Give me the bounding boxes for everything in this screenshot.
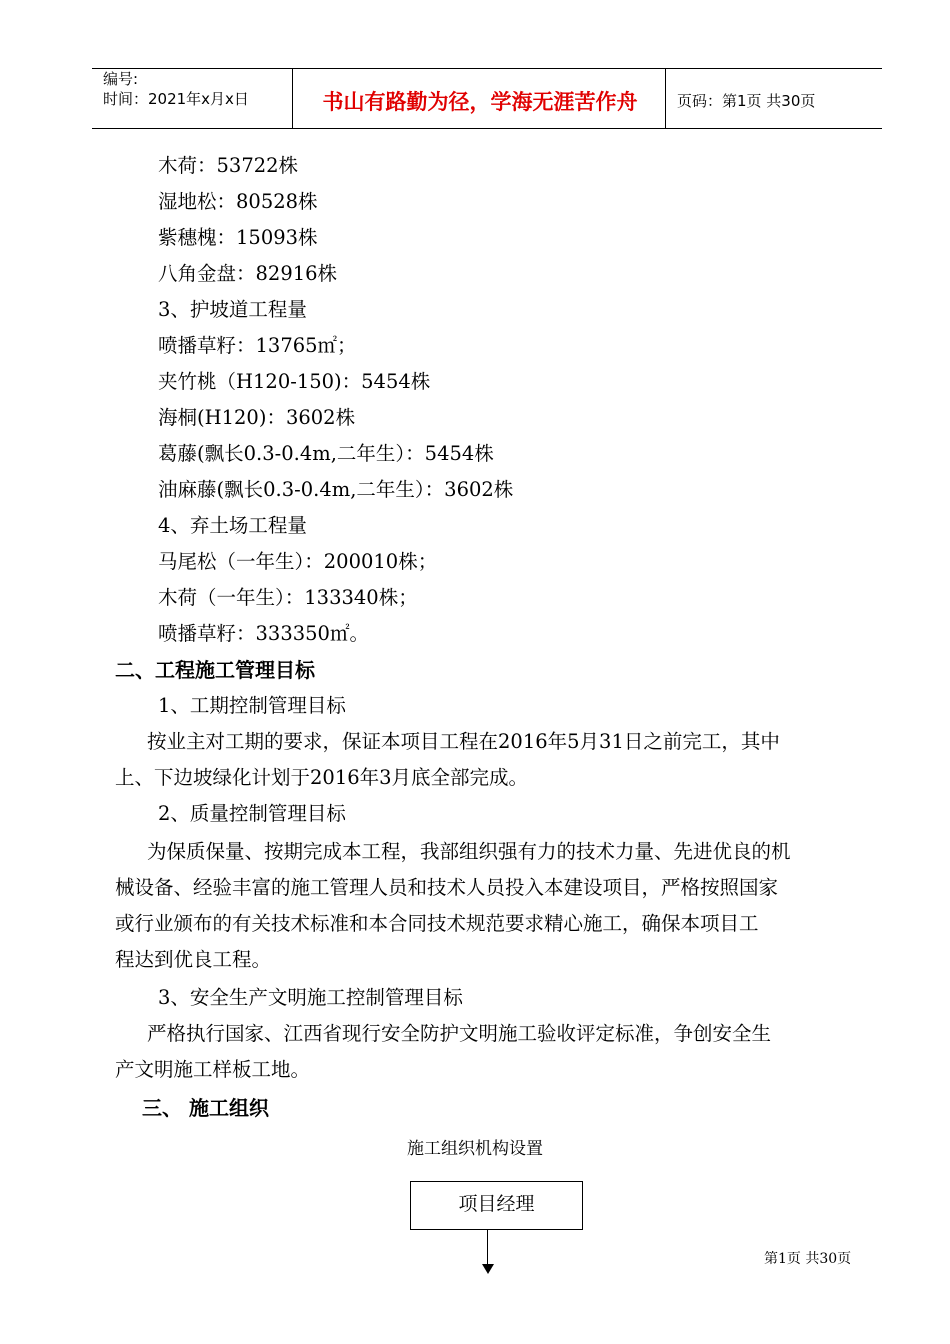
header-time-label: 时间：2021年x月x日 bbox=[103, 90, 249, 108]
header-top-rule bbox=[92, 68, 882, 69]
section-heading: 二、工程施工管理目标 bbox=[115, 658, 315, 682]
header-divider bbox=[292, 69, 293, 128]
text-line: 喷播草籽：13765㎡； bbox=[158, 334, 357, 357]
page-footer: 第1页 共30页 bbox=[764, 1251, 852, 1267]
paragraph-line: 械设备、经验丰富的施工管理人员和技术人员投入本建设项目，严格按照国家 bbox=[115, 876, 779, 899]
paragraph-line: 产文明施工样板工地。 bbox=[115, 1058, 311, 1081]
header-divider bbox=[665, 69, 666, 128]
subsection-heading: 3、安全生产文明施工控制管理目标 bbox=[158, 986, 463, 1009]
text-line: 紫穗槐：15093株 bbox=[158, 226, 318, 249]
text-line: 4、弃土场工程量 bbox=[158, 514, 307, 537]
text-line: 木荷：53722株 bbox=[158, 154, 299, 177]
header-code-label: 编号: bbox=[103, 70, 139, 88]
text-line: 夹竹桃（H120-150)：5454株 bbox=[158, 370, 431, 393]
paragraph-line: 严格执行国家、江西省现行安全防护文明施工验收评定标准，争创安全生 bbox=[147, 1022, 772, 1045]
header-page-label: 页码：第1页 共30页 bbox=[677, 92, 816, 110]
text-line: 马尾松（一年生）：200010株； bbox=[158, 550, 438, 573]
text-line: 木荷（一年生）：133340株； bbox=[158, 586, 418, 609]
org-chart-box-project-manager bbox=[410, 1181, 583, 1230]
text-line: 湿地松：80528株 bbox=[158, 190, 318, 213]
header-motto: 书山有路勤为径，学海无涯苦作舟 bbox=[322, 90, 638, 114]
arrow-down-icon bbox=[482, 1264, 494, 1274]
text-line: 3、护坡道工程量 bbox=[158, 298, 307, 321]
paragraph-line: 为保质保量、按期完成本工程，我部组织强有力的技术力量、先进优良的机 bbox=[147, 840, 791, 863]
org-chart-caption: 施工组织机构设置 bbox=[407, 1139, 543, 1159]
text-line: 喷播草籽：333350㎡。 bbox=[158, 622, 369, 645]
org-chart-box-label: 项目经理 bbox=[458, 1193, 535, 1215]
text-line: 油麻藤(飘长0.3-0.4m,二年生）：3602株 bbox=[158, 478, 514, 501]
header-bottom-rule bbox=[92, 128, 882, 129]
text-line: 葛藤(飘长0.3-0.4m,二年生）：5454株 bbox=[158, 442, 494, 465]
subsection-heading: 1、工期控制管理目标 bbox=[158, 694, 346, 717]
section-heading: 三、 施工组织 bbox=[142, 1096, 269, 1120]
text-line: 海桐(H120)：3602株 bbox=[158, 406, 356, 429]
paragraph-line: 或行业颁布的有关技术标准和本合同技术规范要求精心施工，确保本项目工 bbox=[115, 912, 759, 935]
paragraph-line: 按业主对工期的要求，保证本项目工程在2016年5月31日之前完工，其中 bbox=[147, 730, 780, 753]
text-line: 八角金盘：82916株 bbox=[158, 262, 338, 285]
paragraph-line: 程达到优良工程。 bbox=[115, 948, 272, 971]
paragraph-line: 上、下边坡绿化计划于2016年3月底全部完成。 bbox=[115, 766, 529, 789]
org-chart-connector bbox=[487, 1230, 488, 1266]
subsection-heading: 2、质量控制管理目标 bbox=[158, 802, 346, 825]
